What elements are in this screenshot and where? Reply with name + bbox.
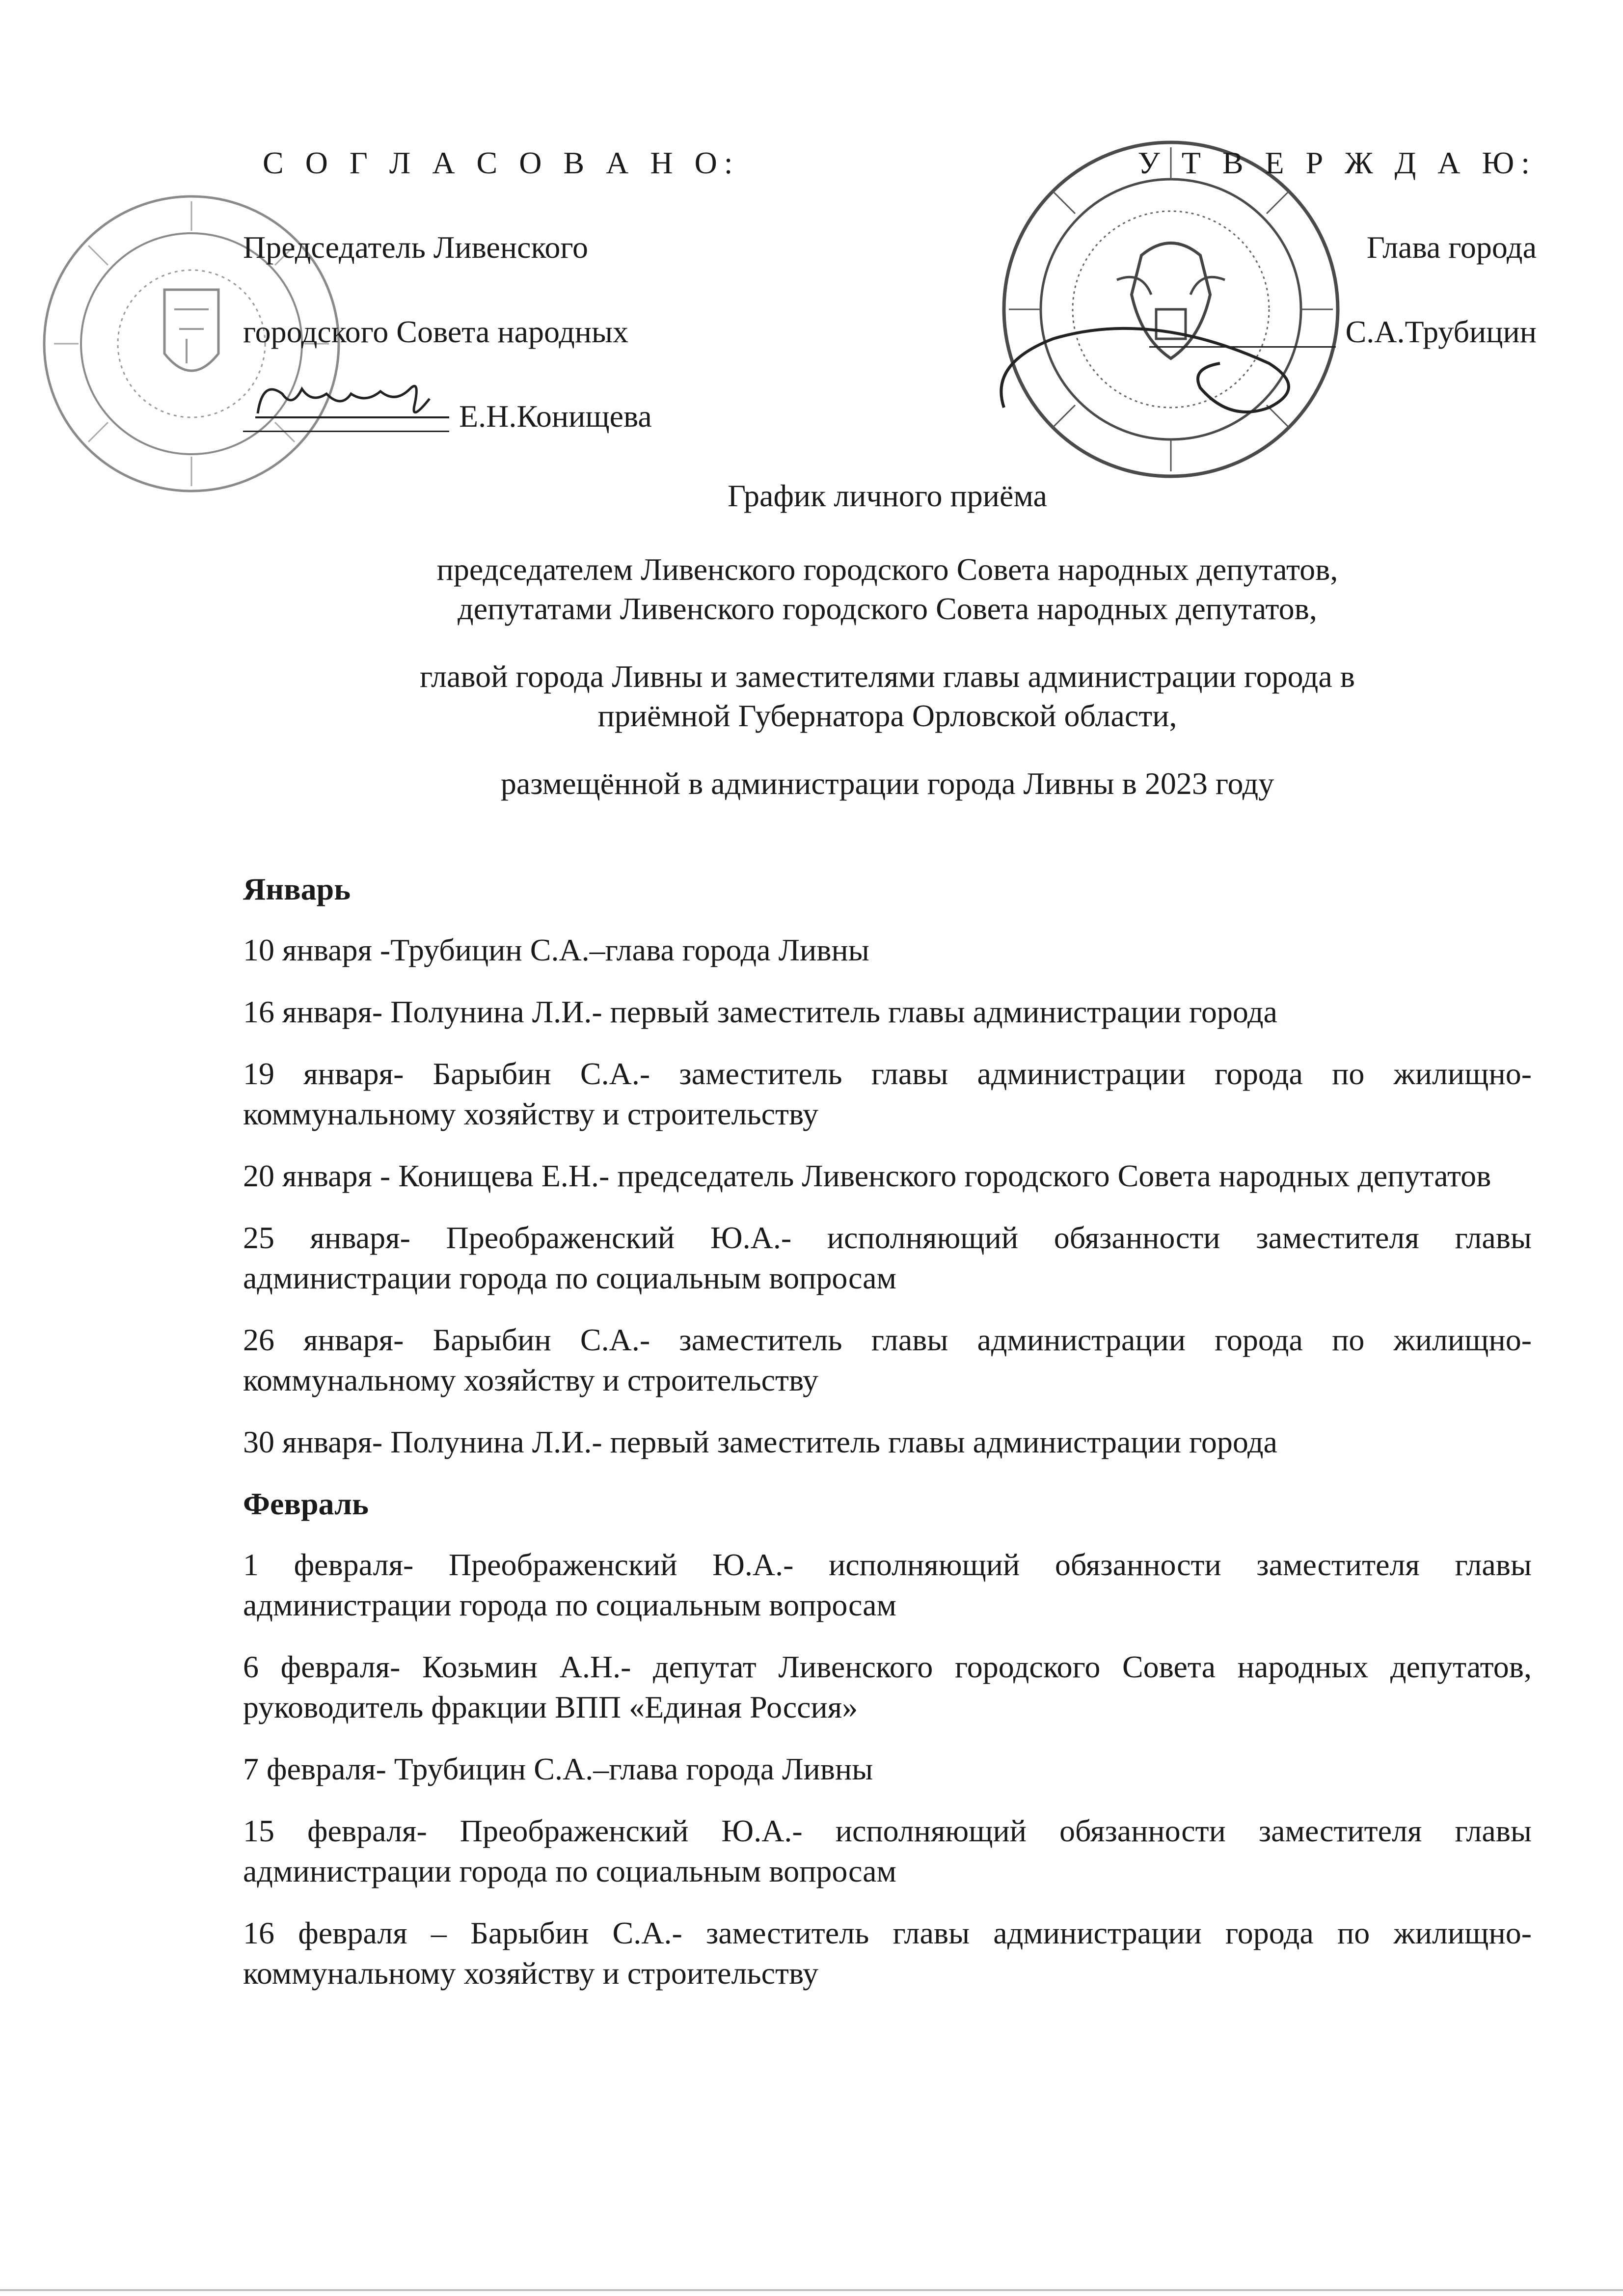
schedule-entry: 30 января- Полунина Л.И.- первый заместитель главы администрации города: [243, 1424, 1277, 1459]
approver-title-right: Глава города: [1366, 230, 1537, 265]
schedule-list: [243, 869, 1532, 2015]
document-title: График личного приёма: [728, 478, 1047, 513]
approver-name-left: Е.Н.Конищева: [459, 399, 652, 434]
signature-line-right: [1149, 317, 1336, 348]
scan-edge-line: [0, 2289, 1623, 2291]
schedule-entry: 10 января -Трубицин С.А.–глава города Ливны: [243, 932, 869, 967]
approver-title-line2: городского Совета народных: [243, 314, 628, 349]
schedule-entry: 7 февраля- Трубицин С.А.–глава города Ливны: [243, 1751, 873, 1786]
schedule-entry: 25 января- Преображенский Ю.А.- исполняющий обязанности заместителя главы администрации города по социальным вопросам: [243, 1220, 1532, 1295]
approval-block-left: [243, 147, 783, 432]
schedule-entry: 16 января- Полунина Л.И.- первый заместитель главы администрации города: [243, 994, 1277, 1029]
title-subline-2: депутатами Ливенского городского Совета народных депутатов,: [458, 591, 1317, 626]
schedule-entry: 20 января - Конищева Е.Н.- председатель Ливенского городского Совета народных депутатов: [243, 1158, 1491, 1193]
approver-name-right: С.А.Трубицин: [1345, 314, 1537, 349]
signature-line-left: [243, 401, 449, 432]
approver-title-line1: Председатель Ливенского: [243, 230, 588, 265]
signature-left-icon: [253, 374, 459, 428]
schedule-entry: 26 января- Барыбин С.А.- заместитель главы администрации города по жилищно-коммунальному хозяйству и строительству: [243, 1322, 1532, 1397]
title-subline-5: размещённой в администрации города Ливны в 2023 году: [500, 766, 1274, 801]
title-subline-4: приёмной Губернатора Орловской области,: [597, 698, 1177, 733]
schedule-entry: 15 февраля- Преображенский Ю.А.- исполняющий обязанности заместителя главы администрации города по социальным вопросам: [243, 1813, 1532, 1888]
title-subline-1: председателем Ливенского городского Совета народных депутатов,: [436, 552, 1338, 587]
signature-row-left: [243, 401, 783, 432]
approval-heading-left: С О Г Л А С О В А Н О:: [263, 145, 740, 180]
schedule-entry: 6 февраля- Козьмин А.Н.- депутат Ливенского городского Совета народных депутатов, руководитель фракции ВПП «Единая Россия»: [243, 1649, 1532, 1724]
month-heading-february: Февраль: [243, 1486, 369, 1521]
title-subline-3: главой города Ливны и заместителями главы администрации города в: [420, 659, 1355, 694]
schedule-entry: 19 января- Барыбин С.А.- заместитель главы администрации города по жилищно-коммунальному хозяйству и строительству: [243, 1056, 1532, 1131]
signature-row-right: [1129, 316, 1537, 348]
schedule-entry: 16 февраля – Барыбин С.А.- заместитель главы администрации города по жилищно-коммунальному хозяйству и строительству: [243, 1915, 1532, 1991]
approval-heading-right: У Т В Е Р Ж Д А Ю:: [1137, 145, 1537, 180]
schedule-entry: 1 февраля- Преображенский Ю.А.- исполняющий обязанности заместителя главы администрации города по социальным вопросам: [243, 1547, 1532, 1622]
month-heading-january: Январь: [243, 872, 351, 906]
document-title-block: [243, 476, 1532, 832]
approval-block-right: [1129, 147, 1537, 401]
